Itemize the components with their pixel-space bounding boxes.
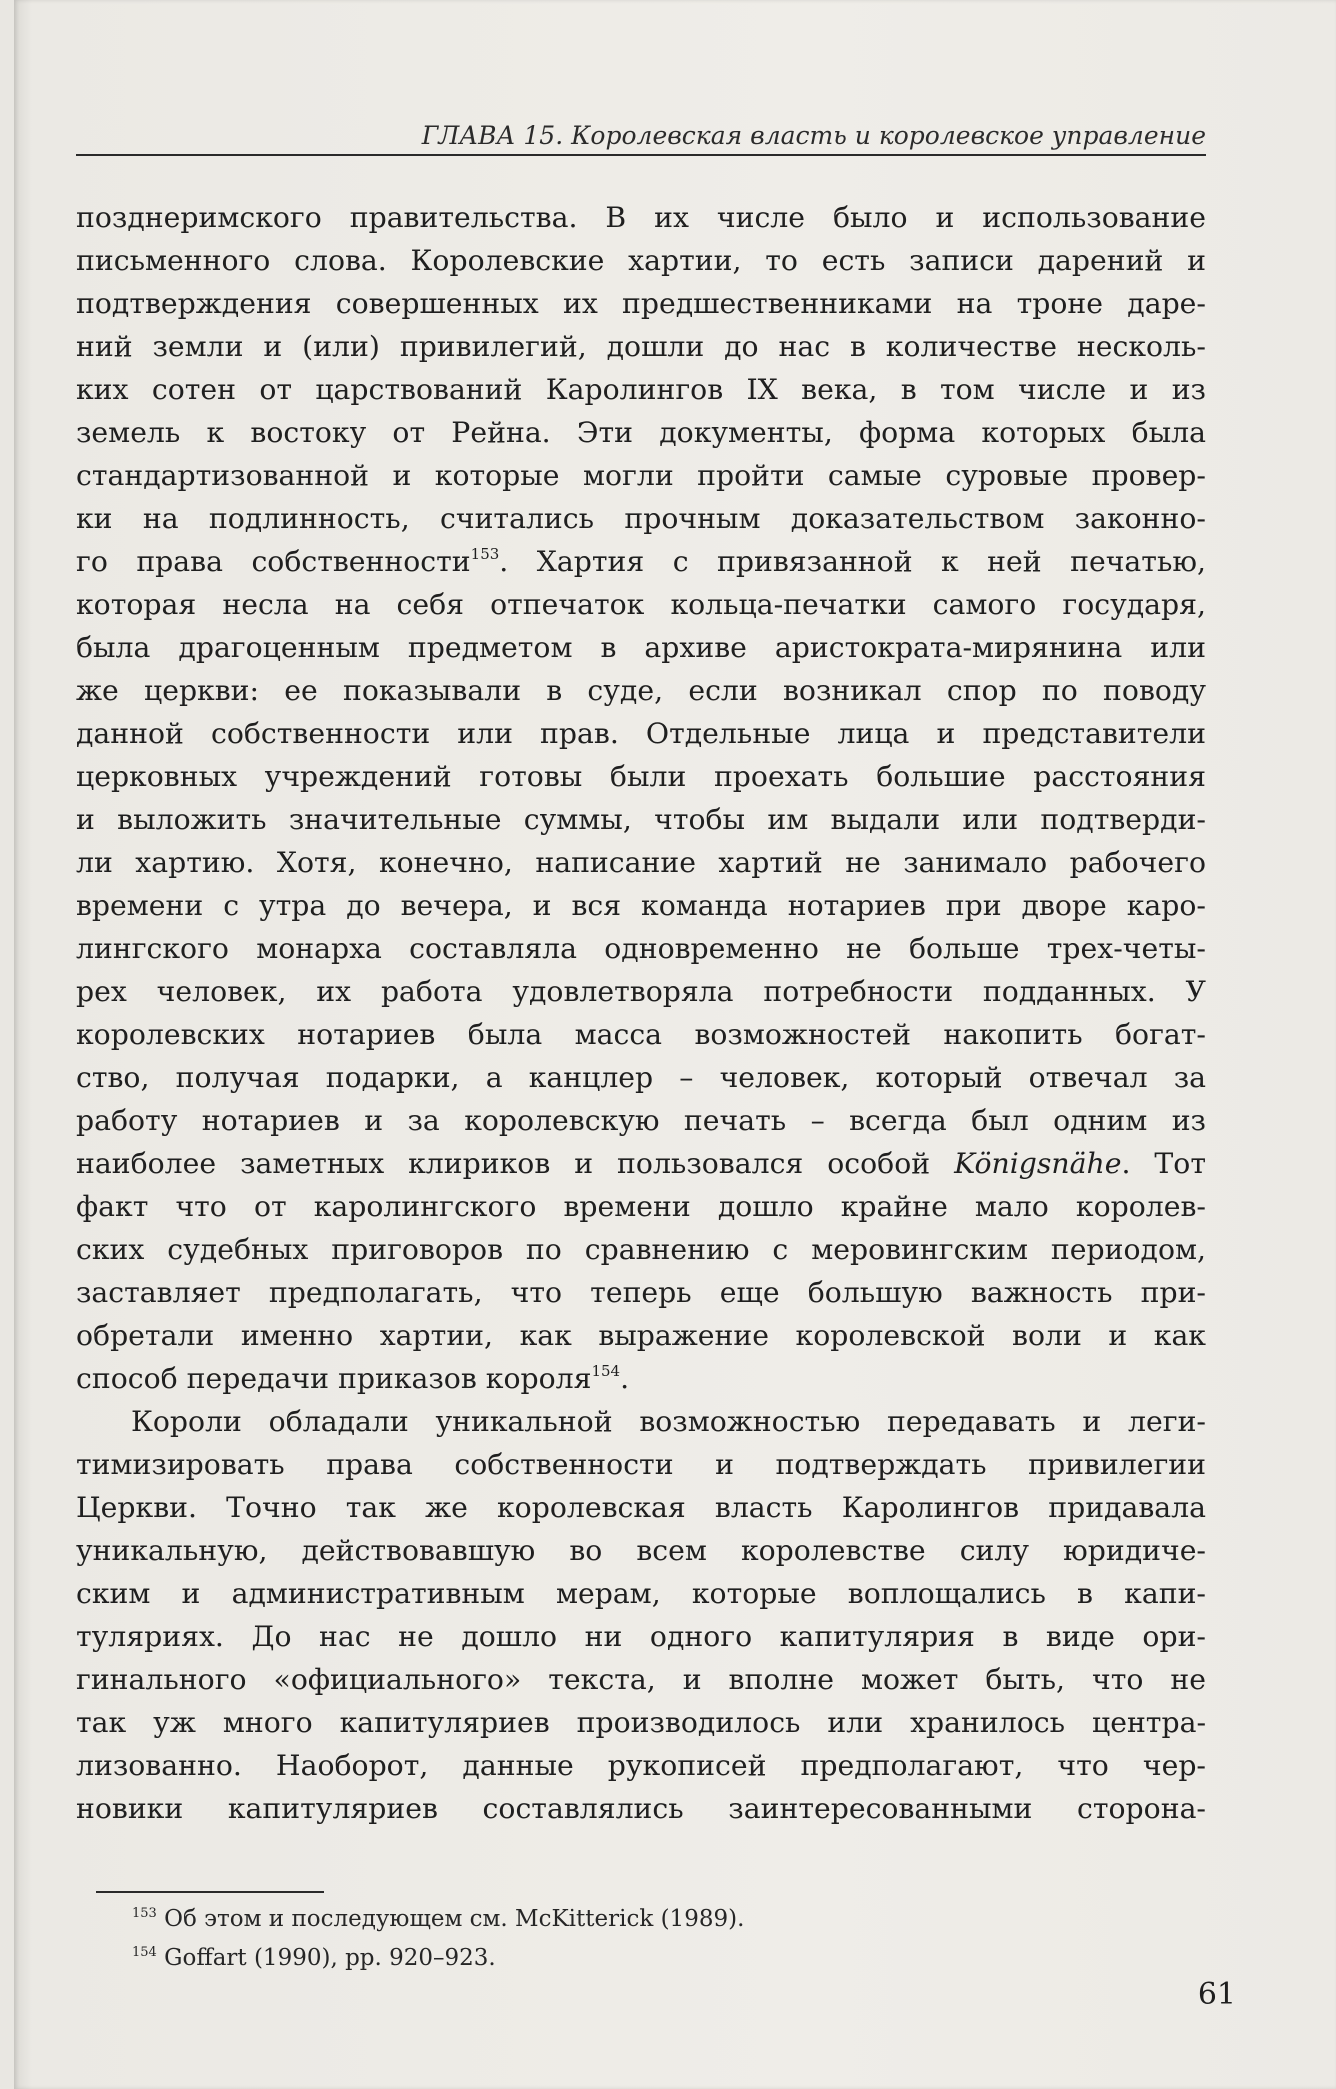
- running-head: [76, 110, 1206, 156]
- text-line: времени с утра до вечера, и вся команда нотариев при дворе каро-: [76, 889, 1206, 922]
- text-line: позднеримского правительства. В их числе было и использование: [76, 201, 1206, 234]
- footnote-154: [132, 1939, 744, 1978]
- text-line: лингского монарха составляла одновременно не больше трех-четы-: [76, 932, 1206, 965]
- text-line-with-footnote: [76, 1357, 1206, 1400]
- text-line: рех человек, их работа удовлетворяла потребности подданных. У: [76, 975, 1206, 1008]
- text-line: ний земли и (или) привилегий, дошли до нас в количестве несколь-: [76, 330, 1206, 363]
- text-line: гинального «официального» текста, и вполне может быть, что не: [76, 1663, 1206, 1696]
- text-line: стандартизованной и которые могли пройти самые суровые провер-: [76, 459, 1206, 492]
- footnote-divider: [96, 1891, 324, 1893]
- text-line: Церкви. Точно так же королевская власть Каролингов придавала: [76, 1491, 1206, 1524]
- text-fragment: . Хартия с привязанной к ней печатью,: [499, 545, 1206, 578]
- text-line: ки на подлинность, считались прочным доказательством законно-: [76, 502, 1206, 535]
- text-line-with-italic: [76, 1142, 1206, 1185]
- text-line: ским и административным мерам, которые воплощались в капи-: [76, 1577, 1206, 1610]
- text-line: Короли обладали уникальной возможностью передавать и леги-: [131, 1405, 1206, 1438]
- footnote-number: 153: [132, 1906, 157, 1921]
- text-line: королевских нотариев была масса возможностей накопить богат-: [76, 1018, 1206, 1051]
- text-line: подтверждения совершенных их предшественниками на троне даре-: [76, 287, 1206, 320]
- text-fragment: го права собственности: [76, 545, 471, 578]
- text-line: была драгоценным предметом в архиве аристократа-мирянина или: [76, 631, 1206, 664]
- text-fragment: . Тот: [1121, 1147, 1206, 1180]
- page-number: 61: [1197, 1977, 1236, 2012]
- paragraph-1: [76, 196, 1206, 1400]
- paragraph-2: [76, 1400, 1206, 1830]
- text-line: ство, получая подарки, а канцлер – человек, который отвечал за: [76, 1061, 1206, 1094]
- text-fragment: наиболее заметных клириков и пользовался особой: [76, 1147, 955, 1180]
- text-line: письменного слова. Королевские хартии, то есть записи дарений и: [76, 244, 1206, 277]
- text-fragment: способ передачи приказов короля: [76, 1362, 592, 1395]
- book-page: [14, 0, 1336, 2089]
- footnote-ref-153[interactable]: 153: [470, 545, 500, 563]
- italic-term: Königsnähe: [954, 1147, 1122, 1180]
- footnote-153: [132, 1900, 744, 1939]
- running-head-text: ГЛАВА 15. Королевская власть и королевское управление: [421, 121, 1206, 150]
- text-line-with-footnote: [76, 540, 1206, 583]
- text-line: уникальную, действовавшую во всем королевстве силу юридиче-: [76, 1534, 1206, 1567]
- footnotes: [132, 1900, 744, 1978]
- text-line: факт что от каролингского времени дошло крайне мало королев-: [76, 1190, 1206, 1223]
- main-text: [76, 196, 1206, 1830]
- text-line: туляриях. До нас не дошло ни одного капитулярия в виде ори-: [76, 1620, 1206, 1653]
- text-line: так уж много капитуляриев производилось или хранилось центра-: [76, 1706, 1206, 1739]
- text-line: и выложить значительные суммы, чтобы им выдали или подтверди-: [76, 803, 1206, 836]
- text-line: церковных учреждений готовы были проехать большие расстояния: [76, 760, 1206, 793]
- text-fragment: .: [620, 1362, 630, 1395]
- text-line: данной собственности или прав. Отдельные лица и представители: [76, 717, 1206, 750]
- text-line: обретали именно хартии, как выражение королевской воли и как: [76, 1319, 1206, 1352]
- text-line: земель к востоку от Рейна. Эти документы, форма которых была: [76, 416, 1206, 449]
- text-line: новики капитуляриев составлялись заинтересованными сторона-: [76, 1792, 1206, 1825]
- footnote-number: 154: [132, 1945, 157, 1960]
- footnote-text: Об этом и последующем см. McKitterick (1989).: [164, 1906, 745, 1932]
- text-line: же церкви: ее показывали в суде, если возникал спор по поводу: [76, 674, 1206, 707]
- text-line: которая несла на себя отпечаток кольца-печатки самого государя,: [76, 588, 1206, 621]
- text-line: ских судебных приговоров по сравнению с меровингским периодом,: [76, 1233, 1206, 1266]
- footnote-ref-154[interactable]: 154: [591, 1362, 621, 1380]
- text-line: ли хартию. Хотя, конечно, написание хартий не занимало рабочего: [76, 846, 1206, 879]
- text-line: тимизировать права собственности и подтверждать привилегии: [76, 1448, 1206, 1481]
- footnote-text: Goffart (1990), pp. 920–923.: [164, 1945, 496, 1971]
- text-line: лизованно. Наоборот, данные рукописей предполагают, что чер-: [76, 1749, 1206, 1782]
- text-line: заставляет предполагать, что теперь еще большую важность при-: [76, 1276, 1206, 1309]
- text-line: работу нотариев и за королевскую печать – всегда был одним из: [76, 1104, 1206, 1137]
- text-line: ких сотен от царствований Каролингов IX века, в том числе и из: [76, 373, 1206, 406]
